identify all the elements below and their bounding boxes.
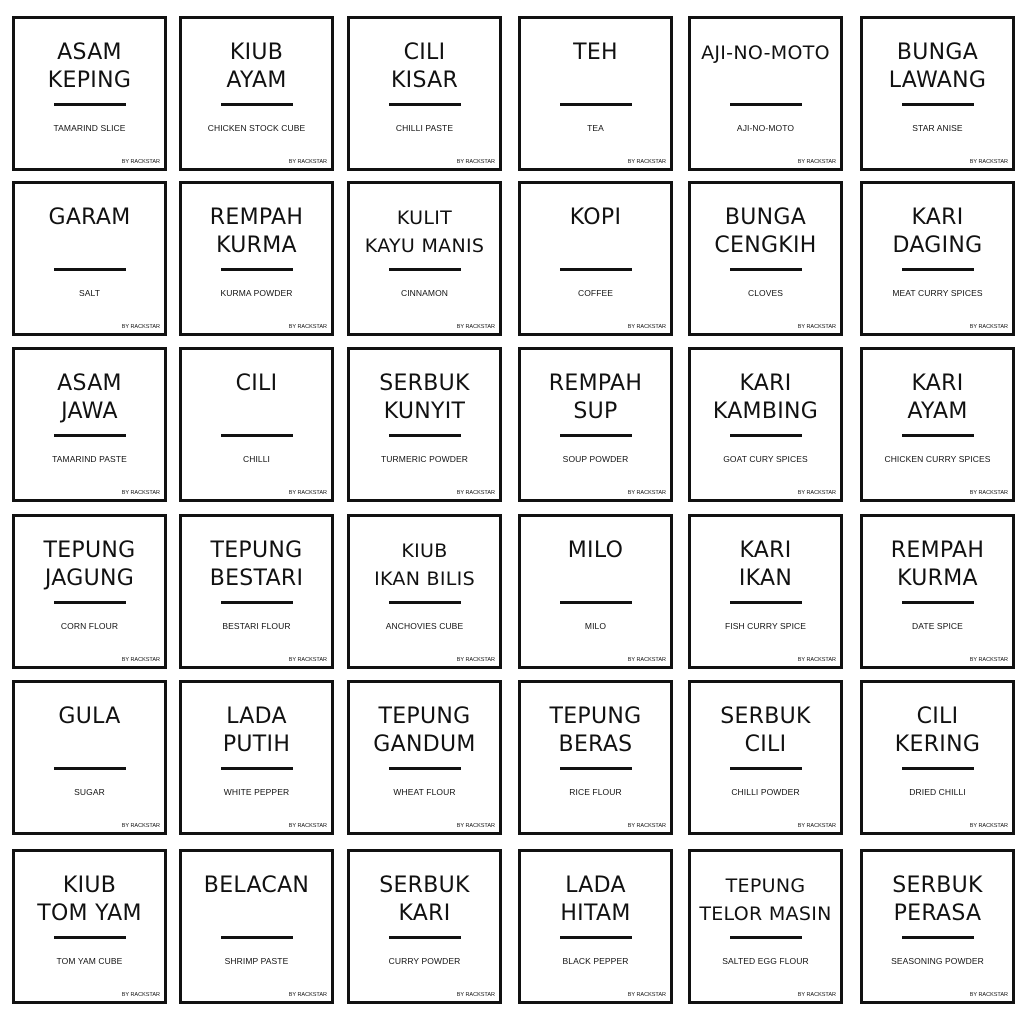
spice-label [518,16,673,171]
label-brand: BY RACKSTAR [797,490,836,496]
label-title: KARI KAMBING [712,371,819,424]
label-title: SERBUK PERASA [892,873,983,926]
label-subtitle: GOAT CURY SPICES [723,454,808,464]
label-brand: BY RACKSTAR [969,823,1008,829]
label-subtitle: BLACK PEPPER [562,956,629,966]
label-title: TEPUNG BESTARI [209,538,304,591]
label-divider [389,434,461,437]
spice-label [347,680,502,835]
label-divider [54,103,126,106]
label-divider [560,268,632,271]
label-title: KARI IKAN [738,538,793,591]
label-divider [54,434,126,437]
label-divider [902,434,974,437]
label-brand: BY RACKSTAR [121,657,160,663]
label-divider [389,103,461,106]
label-title: REMPAH SUP [548,371,643,424]
spice-label [179,347,334,502]
label-divider [560,767,632,770]
spice-label [347,347,502,502]
spice-label [12,16,167,171]
label-title: ASAM KEPING [47,40,132,93]
label-brand: BY RACKSTAR [969,324,1008,330]
label-subtitle: ANCHOVIES CUBE [385,621,464,631]
label-title: BUNGA CENGKIH [714,205,817,258]
spice-label [179,514,334,669]
label-brand: BY RACKSTAR [456,159,495,165]
spice-label [860,181,1015,336]
label-title: BELACAN [203,873,310,898]
label-subtitle: SUGAR [74,787,105,797]
label-subtitle: CHILLI [242,454,271,464]
label-divider [221,936,293,939]
label-title: KIUB AYAM [226,40,287,93]
label-divider [389,936,461,939]
label-brand: BY RACKSTAR [288,657,327,663]
label-subtitle: MEAT CURRY SPICES [892,288,983,298]
label-brand: BY RACKSTAR [456,324,495,330]
label-title: KARI AYAM [907,371,968,424]
label-subtitle: CHICKEN STOCK CUBE [207,123,306,133]
label-subtitle: CHICKEN CURRY SPICES [884,454,991,464]
label-title: CILI KISAR [390,40,459,93]
spice-label [12,849,167,1004]
label-subtitle: TAMARIND PASTE [52,454,127,464]
label-subtitle: SHRIMP PASTE [224,956,289,966]
label-title: KULIT KAYU MANIS [364,207,485,257]
label-divider [902,268,974,271]
label-brand: BY RACKSTAR [288,159,327,165]
spice-label [688,181,843,336]
label-title: LADA PUTIH [222,704,291,757]
label-brand: BY RACKSTAR [627,992,666,998]
label-divider [221,103,293,106]
label-brand: BY RACKSTAR [797,823,836,829]
label-divider [730,434,802,437]
label-brand: BY RACKSTAR [288,823,327,829]
label-brand: BY RACKSTAR [797,992,836,998]
label-divider [54,601,126,604]
label-divider [389,767,461,770]
spice-label [860,849,1015,1004]
spice-label [688,347,843,502]
label-brand: BY RACKSTAR [627,490,666,496]
label-subtitle: TEA [587,123,604,133]
label-subtitle: MILO [584,621,607,631]
spice-label [860,347,1015,502]
label-brand: BY RACKSTAR [797,657,836,663]
label-subtitle: CLOVES [747,288,784,298]
label-brand: BY RACKSTAR [969,992,1008,998]
label-subtitle: RICE FLOUR [569,787,622,797]
spice-label [688,514,843,669]
label-subtitle: DATE SPICE [912,621,963,631]
label-subtitle: WHEAT FLOUR [393,787,456,797]
spice-label [518,849,673,1004]
label-title: TEPUNG GANDUM [373,704,476,757]
spice-label [179,181,334,336]
spice-label [12,514,167,669]
label-brand: BY RACKSTAR [121,823,160,829]
label-brand: BY RACKSTAR [288,992,327,998]
label-brand: BY RACKSTAR [121,992,160,998]
label-brand: BY RACKSTAR [627,657,666,663]
spice-label [688,16,843,171]
label-divider [730,103,802,106]
spice-label [179,680,334,835]
label-subtitle: BESTARI FLOUR [222,621,291,631]
label-divider [902,767,974,770]
spice-label [860,514,1015,669]
spice-label [688,849,843,1004]
label-divider [730,601,802,604]
spice-label [347,16,502,171]
label-divider [902,103,974,106]
label-divider [389,601,461,604]
label-divider [902,936,974,939]
label-brand: BY RACKSTAR [797,159,836,165]
label-title: KOPI [569,205,622,230]
spice-label [347,849,502,1004]
label-brand: BY RACKSTAR [456,657,495,663]
spice-label [860,680,1015,835]
label-title: KARI DAGING [892,205,983,258]
label-subtitle: STAR ANISE [912,123,963,133]
label-brand: BY RACKSTAR [969,490,1008,496]
label-brand: BY RACKSTAR [456,992,495,998]
spice-label [688,680,843,835]
spice-label [518,181,673,336]
label-title: REMPAH KURMA [890,538,985,591]
label-title: BUNGA LAWANG [888,40,987,93]
label-divider [560,434,632,437]
label-title: AJI-NO-MOTO [701,42,830,64]
label-subtitle: TAMARIND SLICE [53,123,126,133]
spice-label [518,347,673,502]
label-divider [389,268,461,271]
label-title: TEPUNG JAGUNG [43,538,136,591]
label-subtitle: SEASONING POWDER [891,956,984,966]
label-brand: BY RACKSTAR [121,490,160,496]
label-title: SERBUK CILI [720,704,811,757]
label-title: KIUB IKAN BILIS [374,540,475,590]
label-divider [730,268,802,271]
spice-label [12,181,167,336]
label-divider [560,936,632,939]
label-brand: BY RACKSTAR [969,657,1008,663]
label-title: KIUB TOM YAM [37,873,142,926]
label-divider [902,601,974,604]
label-subtitle: AJI-NO-MOTO [736,123,795,133]
label-brand: BY RACKSTAR [288,490,327,496]
label-divider [54,268,126,271]
label-subtitle: WHITE PEPPER [223,787,290,797]
spice-label [860,16,1015,171]
label-subtitle: COFFEE [577,288,614,298]
label-title: REMPAH KURMA [209,205,304,258]
label-title: GULA [58,704,121,729]
label-divider [730,767,802,770]
label-brand: BY RACKSTAR [456,490,495,496]
label-brand: BY RACKSTAR [121,159,160,165]
spice-label [179,16,334,171]
label-brand: BY RACKSTAR [627,823,666,829]
label-divider [54,936,126,939]
label-subtitle: TOM YAM CUBE [56,956,123,966]
spice-label [347,181,502,336]
label-title: CILI [235,371,278,396]
label-brand: BY RACKSTAR [121,324,160,330]
label-brand: BY RACKSTAR [969,159,1008,165]
label-brand: BY RACKSTAR [627,324,666,330]
label-divider [54,767,126,770]
label-title: TEPUNG BERAS [549,704,642,757]
label-divider [560,103,632,106]
spice-label [347,514,502,669]
label-brand: BY RACKSTAR [797,324,836,330]
label-divider [221,601,293,604]
label-subtitle: CORN FLOUR [60,621,119,631]
label-title: GARAM [48,205,131,230]
spice-label [12,680,167,835]
label-title: LADA HITAM [560,873,631,926]
label-subtitle: CHILLI PASTE [395,123,454,133]
spice-label [518,514,673,669]
spice-label [12,347,167,502]
spice-label [518,680,673,835]
label-divider [221,268,293,271]
label-brand: BY RACKSTAR [456,823,495,829]
label-title: SERBUK KARI [379,873,470,926]
spice-label [179,849,334,1004]
label-subtitle: CURRY POWDER [388,956,461,966]
label-title: MILO [567,538,624,563]
label-subtitle: CINNAMON [400,288,449,298]
label-title: CILI KERING [894,704,981,757]
label-subtitle: FISH CURRY SPICE [724,621,807,631]
label-subtitle: SALTED EGG FLOUR [722,956,809,966]
label-subtitle: DRIED CHILLI [909,787,966,797]
label-subtitle: CHILLI POWDER [731,787,800,797]
label-divider [730,936,802,939]
label-brand: BY RACKSTAR [627,159,666,165]
label-subtitle: SALT [78,288,101,298]
label-divider [560,601,632,604]
label-title: TEPUNG TELOR MASIN [699,875,832,925]
label-title: SERBUK KUNYIT [379,371,470,424]
label-subtitle: SOUP POWDER [562,454,629,464]
label-divider [221,767,293,770]
label-title: ASAM JAWA [57,371,122,424]
label-subtitle: KURMA POWDER [220,288,293,298]
label-title: TEH [573,40,618,65]
label-brand: BY RACKSTAR [288,324,327,330]
label-subtitle: TURMERIC POWDER [381,454,468,464]
label-divider [221,434,293,437]
